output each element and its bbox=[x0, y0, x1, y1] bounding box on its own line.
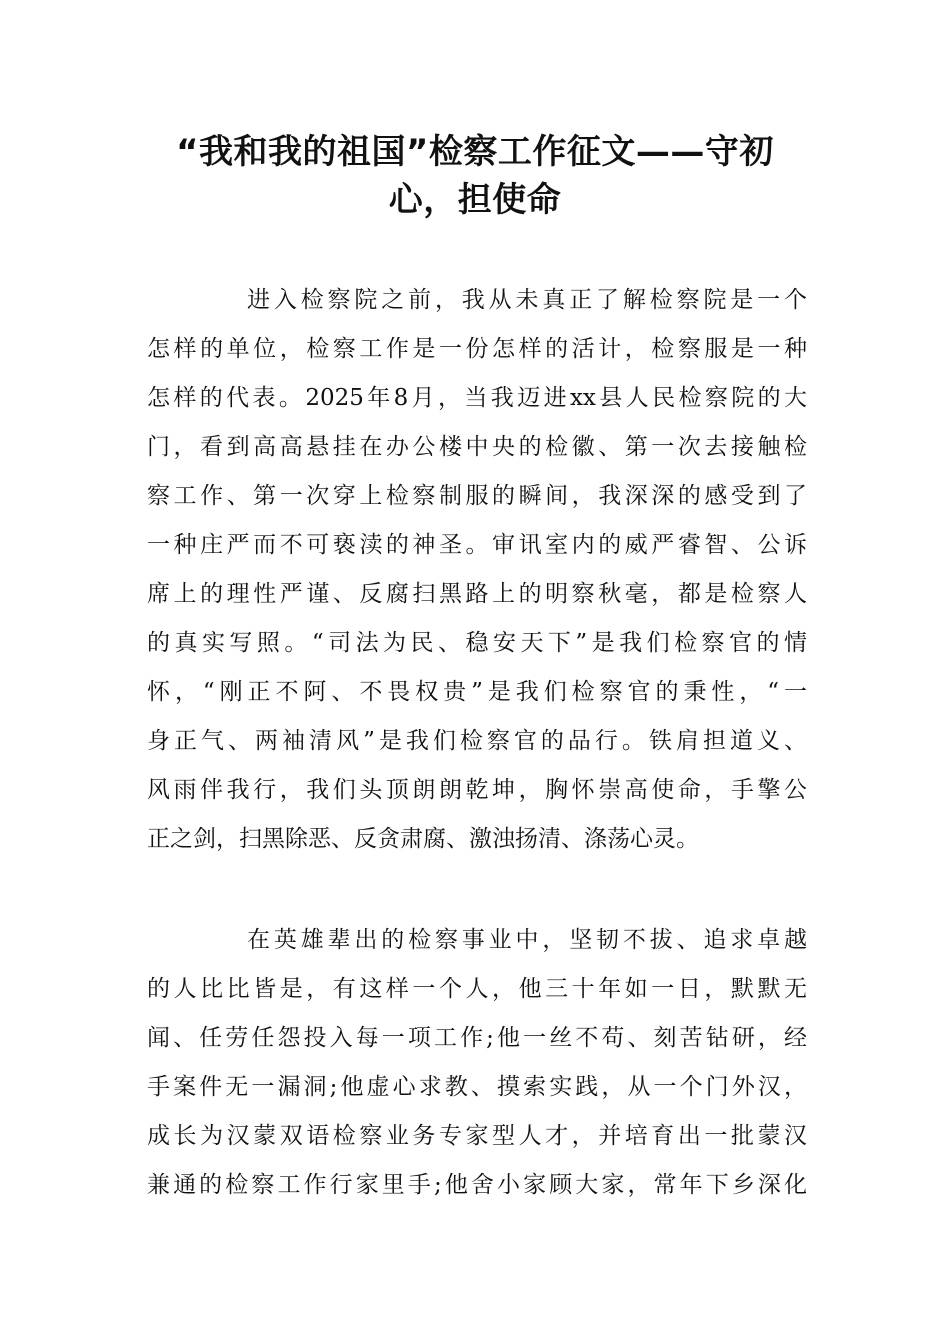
paragraph-line: 成长为汉蒙双语检察业务专家型人才，并培育出一批蒙汉 bbox=[147, 1123, 807, 1149]
paragraph-line: 的人比比皆是，有这样一个人，他三十年如一日，默默无 bbox=[147, 976, 807, 1002]
paragraph-line: 怎样的单位，检察工作是一份怎样的活计，检察服是一种 bbox=[147, 336, 807, 362]
paragraph-line: 风雨伴我行，我们头顶朗朗乾坤，胸怀崇高使命，手擎公 bbox=[147, 777, 807, 803]
title-line-2: 心，担使命 bbox=[388, 180, 562, 220]
paragraph-line: 正之剑，扫黑除恶、反贪肃腐、激浊扬清、涤荡心灵。 bbox=[147, 826, 699, 852]
paragraph-line: 察工作、第一次穿上检察制服的瞬间，我深深的感受到了 bbox=[147, 483, 807, 509]
paragraph-line: 进入检察院之前，我从未真正了解检察院是一个 bbox=[247, 287, 807, 313]
paragraph-line: 闻、任劳任怨投入每一项工作;他一丝不苟、刻苦钻研，经 bbox=[147, 1025, 807, 1051]
paragraph-2 bbox=[147, 916, 807, 1210]
paragraph-line: 手案件无一漏洞;他虚心求教、摸索实践，从一个门外汉， bbox=[147, 1074, 807, 1100]
paragraph-line: 一种庄严而不可亵渎的神圣。审讯室内的威严睿智、公诉 bbox=[147, 532, 807, 558]
paragraph-line: 怀，“刚正不阿、不畏权贵”是我们检察官的秉性，“一 bbox=[147, 679, 807, 705]
paragraph-line: 身正气、两袖清风”是我们检察官的品行。铁肩担道义、 bbox=[147, 728, 807, 754]
paragraph-1 bbox=[147, 276, 807, 864]
document-title bbox=[150, 128, 800, 224]
title-line-1: “我和我的祖国”检察工作征文——守初 bbox=[176, 132, 774, 172]
paragraph-line: 在英雄辈出的检察事业中，坚韧不拔、追求卓越 bbox=[247, 927, 807, 953]
paragraph-line: 的真实写照。“司法为民、稳安天下”是我们检察官的情 bbox=[147, 630, 807, 656]
paragraph-line: 兼通的检察工作行家里手;他舍小家顾大家，常年下乡深化 bbox=[147, 1172, 807, 1198]
paragraph-line: 门，看到高高悬挂在办公楼中央的检徽、第一次去接触检 bbox=[147, 434, 807, 460]
paragraph-line: 怎样的代表。2025年8月，当我迈进xx县人民检察院的大 bbox=[147, 385, 807, 411]
paragraph-line: 席上的理性严谨、反腐扫黑路上的明察秋毫，都是检察人 bbox=[147, 581, 807, 607]
